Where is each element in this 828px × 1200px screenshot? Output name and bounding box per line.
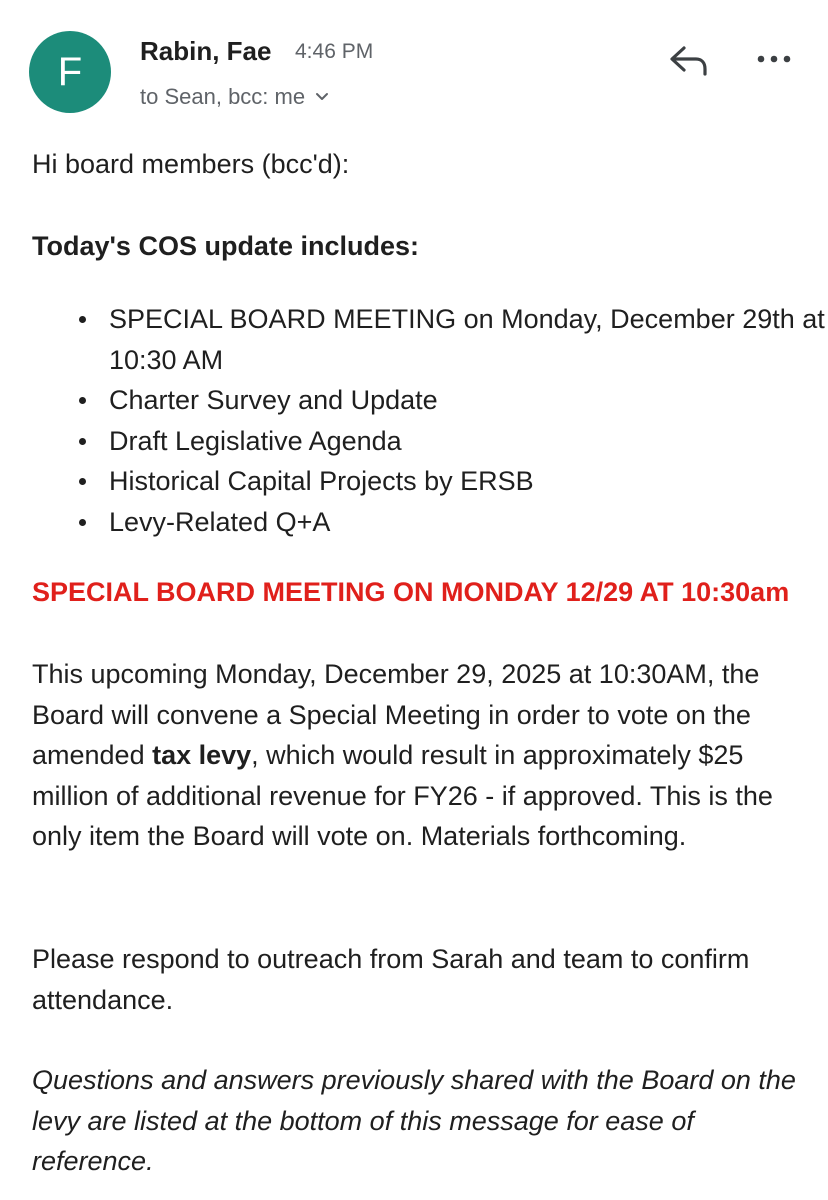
more-options-icon[interactable] [752, 44, 796, 74]
list-item: Draft Legislative Agenda [109, 421, 828, 462]
list-item: SPECIAL BOARD MEETING on Monday, December 29th at 10:30 AM [109, 299, 828, 380]
meeting-text-2: , which would result in approximately $25 million of additional revenue for FY26 - if approved. This is the only item the Board will vote on. Materials forthcoming. [32, 740, 773, 852]
special-meeting-heading: SPECIAL BOARD MEETING ON MONDAY 12/29 AT 10:30am [32, 577, 790, 607]
email-header [0, 0, 828, 130]
meeting-paragraph [32, 654, 802, 857]
avatar[interactable]: F [29, 31, 111, 113]
attendance-paragraph: Please respond to outreach from Sarah and team to confirm attendance. [32, 944, 750, 1015]
greeting: Hi board members (bcc'd): [32, 149, 350, 179]
recipients-label: to Sean, bcc: me [140, 84, 306, 109]
sender-name[interactable]: Rabin, Fae [140, 36, 272, 66]
meeting-text-1: This upcoming Monday, December 29, 2025 at 10:30AM, the Board will convene a Special Meeting in order to vote on the amended [32, 659, 760, 771]
timestamp: 4:46 PM [295, 40, 374, 63]
recipients-toggle[interactable] [140, 84, 331, 110]
list-item: Levy-Related Q+A [109, 502, 828, 543]
update-list [32, 299, 828, 543]
includes-heading: Today's COS update includes: [32, 231, 419, 261]
list-item: Charter Survey and Update [109, 380, 828, 421]
reply-icon[interactable] [668, 42, 710, 78]
tax-levy-bold: tax levy [152, 740, 252, 771]
qa-note-paragraph: Questions and answers previously shared with the Board on the levy are listed at the bottom of this message for ease of reference. [32, 1065, 796, 1177]
chevron-down-icon [313, 88, 331, 106]
list-item: Historical Capital Projects by ERSB [109, 461, 828, 502]
